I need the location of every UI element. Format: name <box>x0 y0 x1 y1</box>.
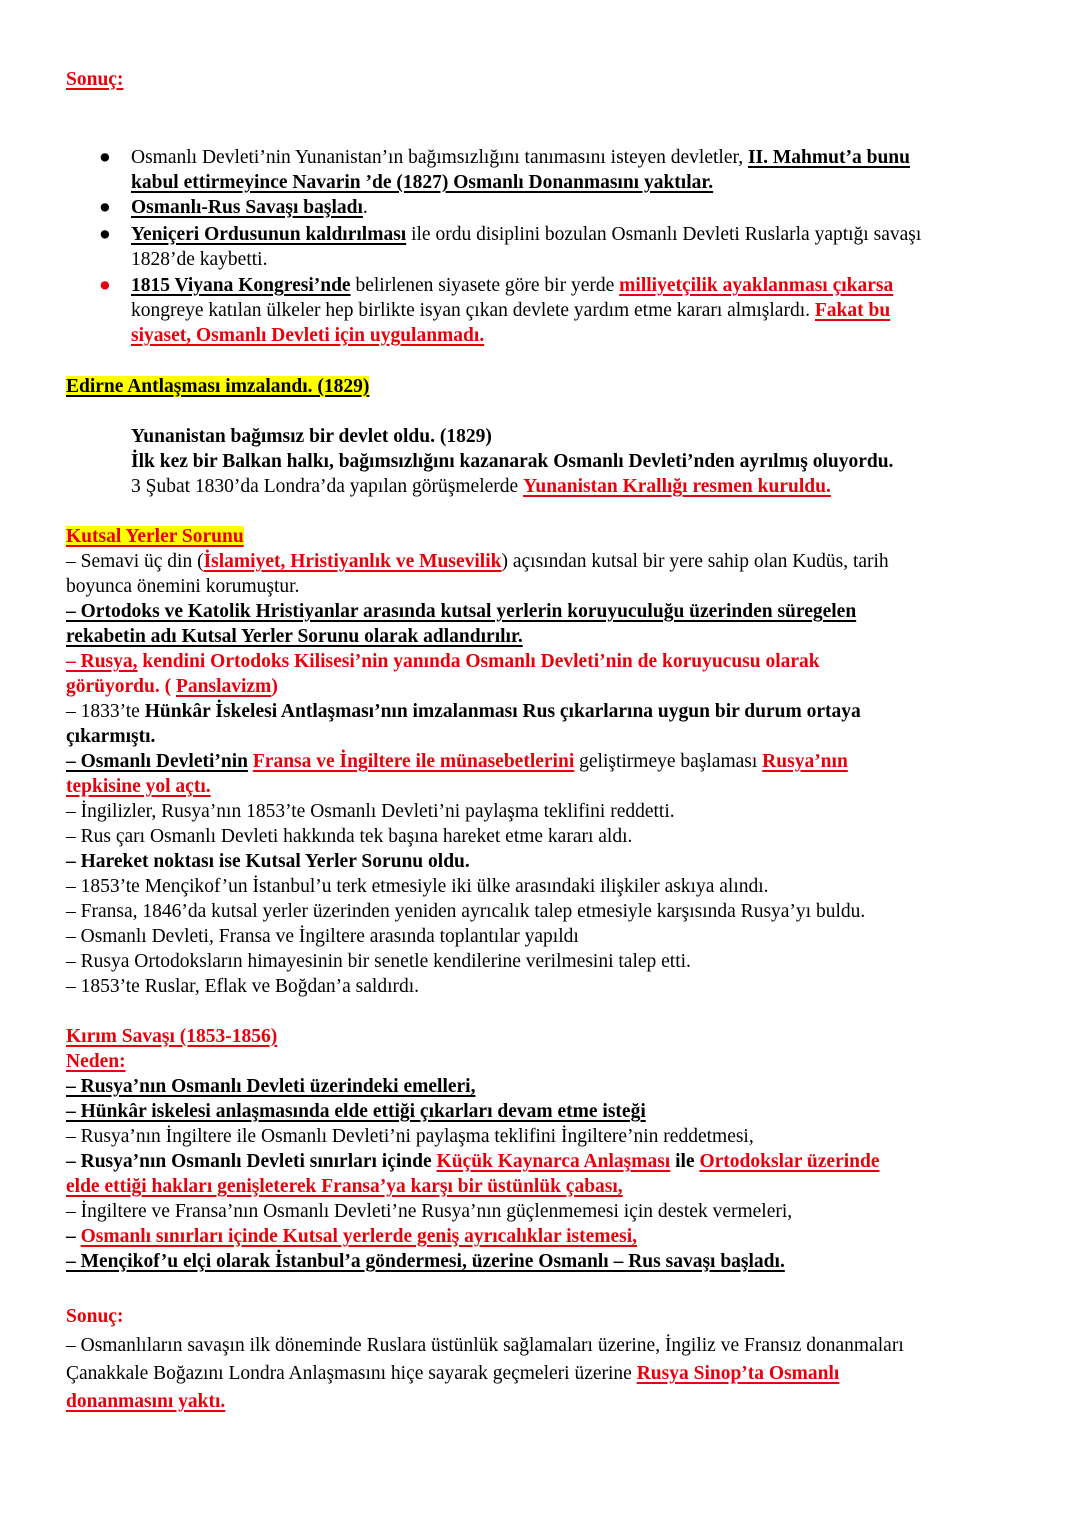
text-line: – Ortodoks ve Katolik Hristiyanlar arasında kutsal yerlerin koruyuculuğu üzerinden süregelen <box>66 601 857 622</box>
text-line: – İngilizler, Rusya’nın 1853’te Osmanlı Devleti’ni paylaşma teklifini reddetti. <box>66 801 675 822</box>
text-line: rekabetin adı Kutsal Yerler Sorunu olarak adlandırılır. <box>66 626 523 647</box>
bullet-icon: ● <box>99 224 111 245</box>
text-line: – Hünkâr iskelesi anlaşmasında elde ettiği çıkarları devam etme isteği <box>66 1101 646 1122</box>
list-item-continued <box>131 298 890 323</box>
list-item <box>131 222 921 247</box>
section-heading-edirne: Edirne Antlaşması imzalandı. (1829) <box>66 376 370 397</box>
text-line: – 1833’te Hünkâr İskelesi Antlaşması’nın imzalanması Rus çıkarlarına uygun bir durum ortaya <box>66 701 861 722</box>
section-heading-kutsal: Kutsal Yerler Sorunu <box>66 526 244 547</box>
list-item-continued: kabul ettirmeyince Navarin ’de (1827) Osmanlı Donanmasını yaktılar. <box>131 172 714 193</box>
text-line: Yunanistan bağımsız bir devlet oldu. (1829) <box>131 426 492 447</box>
text-line: – Rusya Ortodoksların himayesinin bir senetle kendilerine verilmesini talep etti. <box>66 951 691 972</box>
text-line: – 1853’te Mençikof’un İstanbul’u terk etmesiyle iki ülke arasındaki ilişkiler askıya alındı. <box>66 876 769 897</box>
subheading-neden: Neden: <box>66 1051 126 1072</box>
text-bold-underline: II. Mahmut’a bunu <box>747 147 910 168</box>
list-item <box>131 195 368 220</box>
text: Osmanlı Devleti’nin Yunanistan’ın bağımsızlığını tanımasını isteyen devletler, <box>131 147 748 168</box>
text-line: – Rusya, kendini Ortodoks Kilisesi’nin yanında Osmanlı Devleti’nin de koruyucusu olarak <box>66 651 820 672</box>
text-line: İlk kez bir Balkan halkı, bağımsızlığını kazanarak Osmanlı Devleti’nden ayrılmış oluyordu. <box>131 451 894 472</box>
list-item <box>131 273 893 298</box>
text-line: – İngiltere ve Fransa’nın Osmanlı Devleti’ne Rusya’nın güçlenmemesi için destek vermeleri, <box>66 1201 793 1222</box>
text-line: – Rusya’nın İngiltere ile Osmanlı Devleti’ni paylaşma teklifini İngiltere’nin reddetmesi, <box>66 1126 754 1147</box>
text-bold-underline: Yeniçeri Ordusunun kaldırılması <box>131 224 407 245</box>
text-line: – Rusya’nın Osmanlı Devleti üzerindeki emelleri, <box>66 1076 476 1097</box>
text-line: – Osmanlıların savaşın ilk döneminde Ruslara üstünlük sağlamaları üzerine, İngiliz ve Fransız donanmaları <box>66 1335 904 1356</box>
list-item <box>131 145 910 170</box>
text-line: – Osmanlı Devleti, Fransa ve İngiltere arasında toplantılar yapıldı <box>66 926 579 947</box>
section-heading-kirim: Kırım Savaşı (1853-1856) <box>66 1026 278 1047</box>
bullet-icon: ● <box>99 147 111 168</box>
text-line: boyunca önemini korumuştur. <box>66 576 300 597</box>
bullet-icon: ● <box>99 197 111 218</box>
text: . <box>362 197 368 218</box>
text-bold-underline: Osmanlı-Rus Savaşı başladı <box>131 197 363 218</box>
text-red: Yunanistan Krallığı resmen kuruldu. <box>523 476 831 497</box>
text-line: tepkisine yol açtı. <box>66 776 211 797</box>
text-line: Çanakkale Boğazını Londra Anlaşmasını hiçe sayarak geçmeleri üzerine Rusya Sinop’ta Osmanlı <box>66 1363 840 1384</box>
list-item-continued: 1828’de kaybetti. <box>131 249 268 270</box>
text-line: çıkarmıştı. <box>66 726 156 747</box>
text-line: – Osmanlı Devleti’nin Fransa ve İngiltere ile münasebetlerini geliştirmeye başlaması Rusya’nın <box>66 751 848 772</box>
text-line: – Semavi üç din (İslamiyet, Hristiyanlık ve Musevilik) açısından kutsal bir yere sahip olan Kudüs, tarih <box>66 551 889 572</box>
text: 3 Şubat 1830’da Londra’da yapılan görüşmelerde <box>131 476 524 497</box>
text-line: görüyordu. ( Panslavizm) <box>66 676 278 697</box>
text-line: donanmasını yaktı. <box>66 1391 226 1412</box>
section-heading-sonuc: Sonuç: <box>66 69 124 90</box>
text-line: – Hareket noktası ise Kutsal Yerler Sorunu oldu. <box>66 851 470 872</box>
bullet-icon: ● <box>99 275 111 296</box>
text: ile ordu disiplini bozulan Osmanlı Devleti Ruslarla yaptığı savaşı <box>406 224 922 245</box>
text-line: – Osmanlı sınırları içinde Kutsal yerlerde geniş ayrıcalıklar istemesi, <box>66 1226 638 1247</box>
text-line: – Mençikof’u elçi olarak İstanbul’a göndermesi, üzerine Osmanlı – Rus savaşı başladı. <box>66 1251 785 1272</box>
text: belirlenen siyasete göre bir yerde <box>350 275 620 296</box>
section-heading-sonuc-2: Sonuç: <box>66 1306 124 1327</box>
text-line: – 1853’te Ruslar, Eflak ve Boğdan’a saldırdı. <box>66 976 420 997</box>
text: kongreye katılan ülkeler hep birlikte isyan çıkan devlete yardım etme kararı almışlardı. <box>131 300 815 321</box>
text-line <box>131 474 831 499</box>
text-red: Fakat bu <box>814 300 891 321</box>
text-line: – Rusya’nın Osmanlı Devleti sınırları içinde Küçük Kaynarca Anlaşması ile Ortodokslar üzerinde <box>66 1151 880 1172</box>
text-bold-underline: 1815 Viyana Kongresi’nde <box>131 275 351 296</box>
text-line: – Rus çarı Osmanlı Devleti hakkında tek başına hareket etme kararı aldı. <box>66 826 633 847</box>
text-red: milliyetçilik ayaklanması çıkarsa <box>619 275 894 296</box>
text-line: – Fransa, 1846’da kutsal yerler üzerinden yeniden ayrıcalık talep etmesiyle karşısında Rusya’yı buldu. <box>66 901 866 922</box>
text-line: elde ettiği hakları genişleterek Fransa’ya karşı bir üstünlük çabası, <box>66 1176 623 1197</box>
list-item-continued: siyaset, Osmanlı Devleti için uygulanmadı. <box>131 325 485 346</box>
